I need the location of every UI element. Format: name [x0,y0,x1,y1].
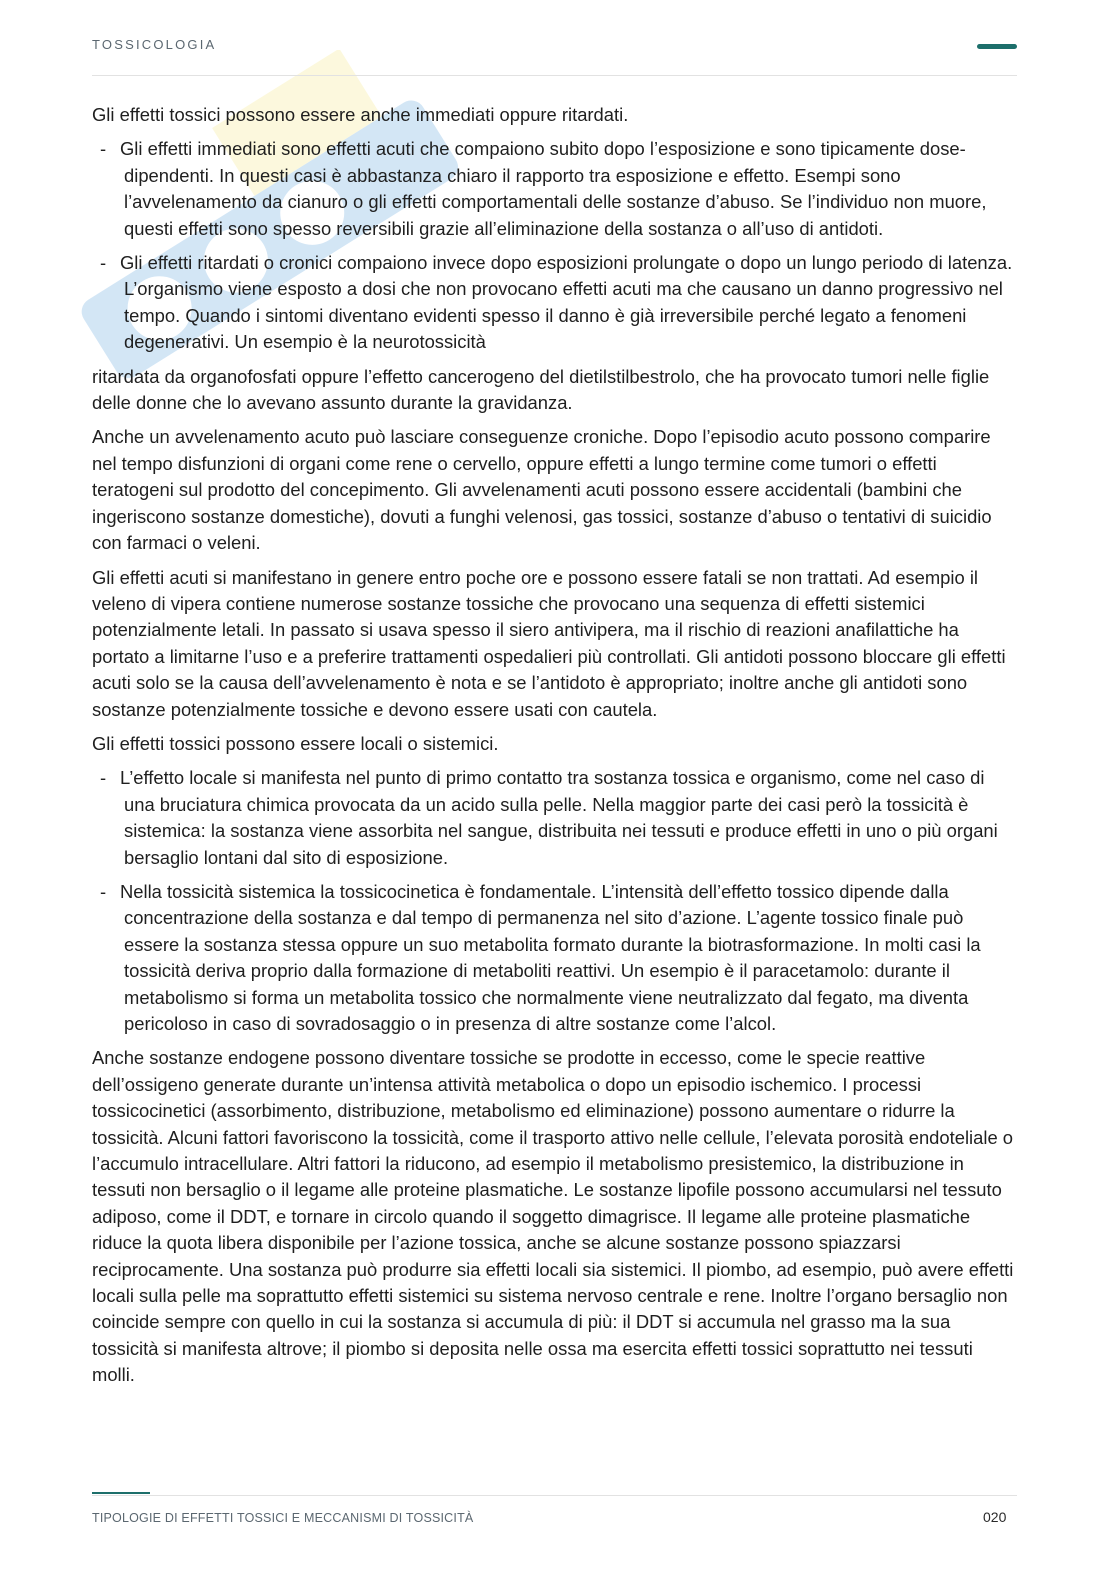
list-item-text: L’effetto locale si manifesta nel punto di primo contatto tra sostanza tossica e organismo, come nel caso di una bruciatura chimica provocata da un acido sulla pelle. Nella maggior parte dei casi però la tossicità è sistemica: la sostanza viene assorbita nel sangue, distribuita nei tessuti e produce effetti in uno o più organi bersaglio lontani dal sito di esposizione. [120,767,998,868]
list-item [92,250,1020,356]
list-item-text: Gli effetti ritardati o cronici compaiono invece dopo esposizioni prolungate o dopo un lungo periodo di latenza. L’organismo viene esposto a dosi che non provocano effetti acuti ma che causano un danno progressivo nel tempo. Quando i sintomi diventano evidenti spesso il danno è già irreversibile perché legato a fenomeni degenerativi. Un esempio è la neurotossicità [120,252,1013,353]
list-dash: - [100,138,107,160]
list-item [92,136,1020,242]
list-item [92,765,1020,871]
list-item [92,879,1020,1037]
footer-divider [92,1495,1017,1496]
paragraph: Gli effetti tossici possono essere anche immediati oppure ritardati. [92,104,629,125]
footer-chapter-title: TIPOLOGIE DI EFFETTI TOSSICI E MECCANISMI DI TOSSICITÀ [92,1511,474,1525]
paragraph: Anche un avvelenamento acuto può lasciare conseguenze croniche. Dopo l’episodio acuto possono comparire nel tempo disfunzioni di organi come rene o cervello, oppure effetti a lungo termine come tumori o effetti teratogeni sul prodotto del concepimento. Gli avvelenamenti acuti possono essere accidentali (bambini che ingeriscono sostanze domestiche), dovuti a funghi velenosi, gas tossici, sostanze d’abuso o tentativi di suicidio con farmaci o veleni. [92,426,992,554]
list-item-text: Gli effetti immediati sono effetti acuti che compaiono subito dopo l’esposizione e sono tipicamente dose-dipendenti. In questi casi è abbastanza chiaro il rapporto tra esposizione e effetto. Esempi sono l’avvelenamento da cianuro o gli effetti comportamentali delle sostanze d’abuso. Se l’individuo non muore, questi effetti sono spesso reversibili grazie all’eliminazione della sostanza o all’uso di antidoti. [120,138,987,239]
paragraph: Anche sostanze endogene possono diventare tossiche se prodotte in eccesso, come le specie reattive dell’ossigeno generate durante un’intensa attività metabolica o dopo un episodio ischemico. I processi tossicocinetici (assorbimento, distribuzione, metabolismo ed eliminazione) possono aumentare o ridurre la tossicità. Alcuni fattori favoriscono la tossicità, come il trasporto attivo nelle cellule, l’elevata porosità endoteliale o l’accumulo intracellulare. Altri fattori la riducono, ad esempio il metabolismo presistemico, la distribuzione in tessuti non bersaglio o il legame alle proteine plasmatiche. Le sostanze lipofile possono accumularsi nel tessuto adiposo, come il DDT, e tornare in circolo quando il soggetto dimagrisce. Il legame alle proteine plasmatiche riduce la quota libera disponibile per l’azione tossica, anche se alcune sostanze possono spiazzarsi reciprocamente. Una sostanza può produrre sia effetti locali sia sistemici. Il piombo, ad esempio, può avere effetti locali sulla pelle ma soprattutto effetti sistemici su sistema nervoso centrale e rene. Inoltre l’organo bersaglio non coincide sempre con quello in cui la sostanza si accumula di più: il DDT si accumula nel grasso ma la sua tossicità si manifesta altrove; il piombo si deposita nelle ossa ma esercita effetti tossici soprattutto nei tessuti molli. [92,1047,1014,1386]
header-divider [92,75,1017,76]
footer-accent-bar [92,1492,150,1494]
list-dash: - [100,767,107,789]
header-title: TOSSICOLOGIA [92,37,217,52]
paragraph: Gli effetti tossici possono essere locali o sistemici. [92,732,499,754]
list-dash: - [100,252,107,274]
list-dash: - [100,880,107,902]
paragraph: ritardata da organofosfati oppure l’effetto cancerogeno del dietilstilbestrolo, che ha provocato tumori nelle figlie delle donne che lo avevano assunto durante la gravidanza. [92,365,990,414]
page-number: 020 [983,1509,1007,1525]
paragraph: Gli effetti acuti si manifestano in genere entro poche ore e possono essere fatali se non trattati. Ad esempio il veleno di vipera contiene numerose sostanze tossiche che provocano una sequenza di effetti sistemici potenzialmente letali. In passato si usava spesso il siero antivipera, ma il rischio di reazioni anafilattiche ha portato a limitarne l’uso e a preferire trattamenti ospedalieri più controllati. Gli antidoti possono bloccare gli effetti acuti solo se la causa dell’avvelenamento è nota e se l’antidoto è appropriato; inoltre anche gli antidoti sono sostanze potenzialmente tossiche e devono essere usati con cautela. [92,566,1006,720]
page-content [92,102,1020,1397]
header-accent-bar [977,44,1017,49]
list-item-text: Nella tossicità sistemica la tossicocinetica è fondamentale. L’intensità dell’effetto tossico dipende dalla concentrazione della sostanza e dal tempo di permanenza nel sito d’azione. L’agente tossico finale può essere la sostanza stessa oppure un suo metabolita formato durante la biotrasformazione. In molti casi la tossicità deriva proprio dalla formazione di metaboliti reattivi. Un esempio è il paracetamolo: durante il metabolismo si forma un metabolita tossico che normalmente viene neutralizzato dal fegato, ma diventa pericoloso in caso di sovradosaggio o in presenza di altre sostanze come l’alcol. [120,880,981,1034]
